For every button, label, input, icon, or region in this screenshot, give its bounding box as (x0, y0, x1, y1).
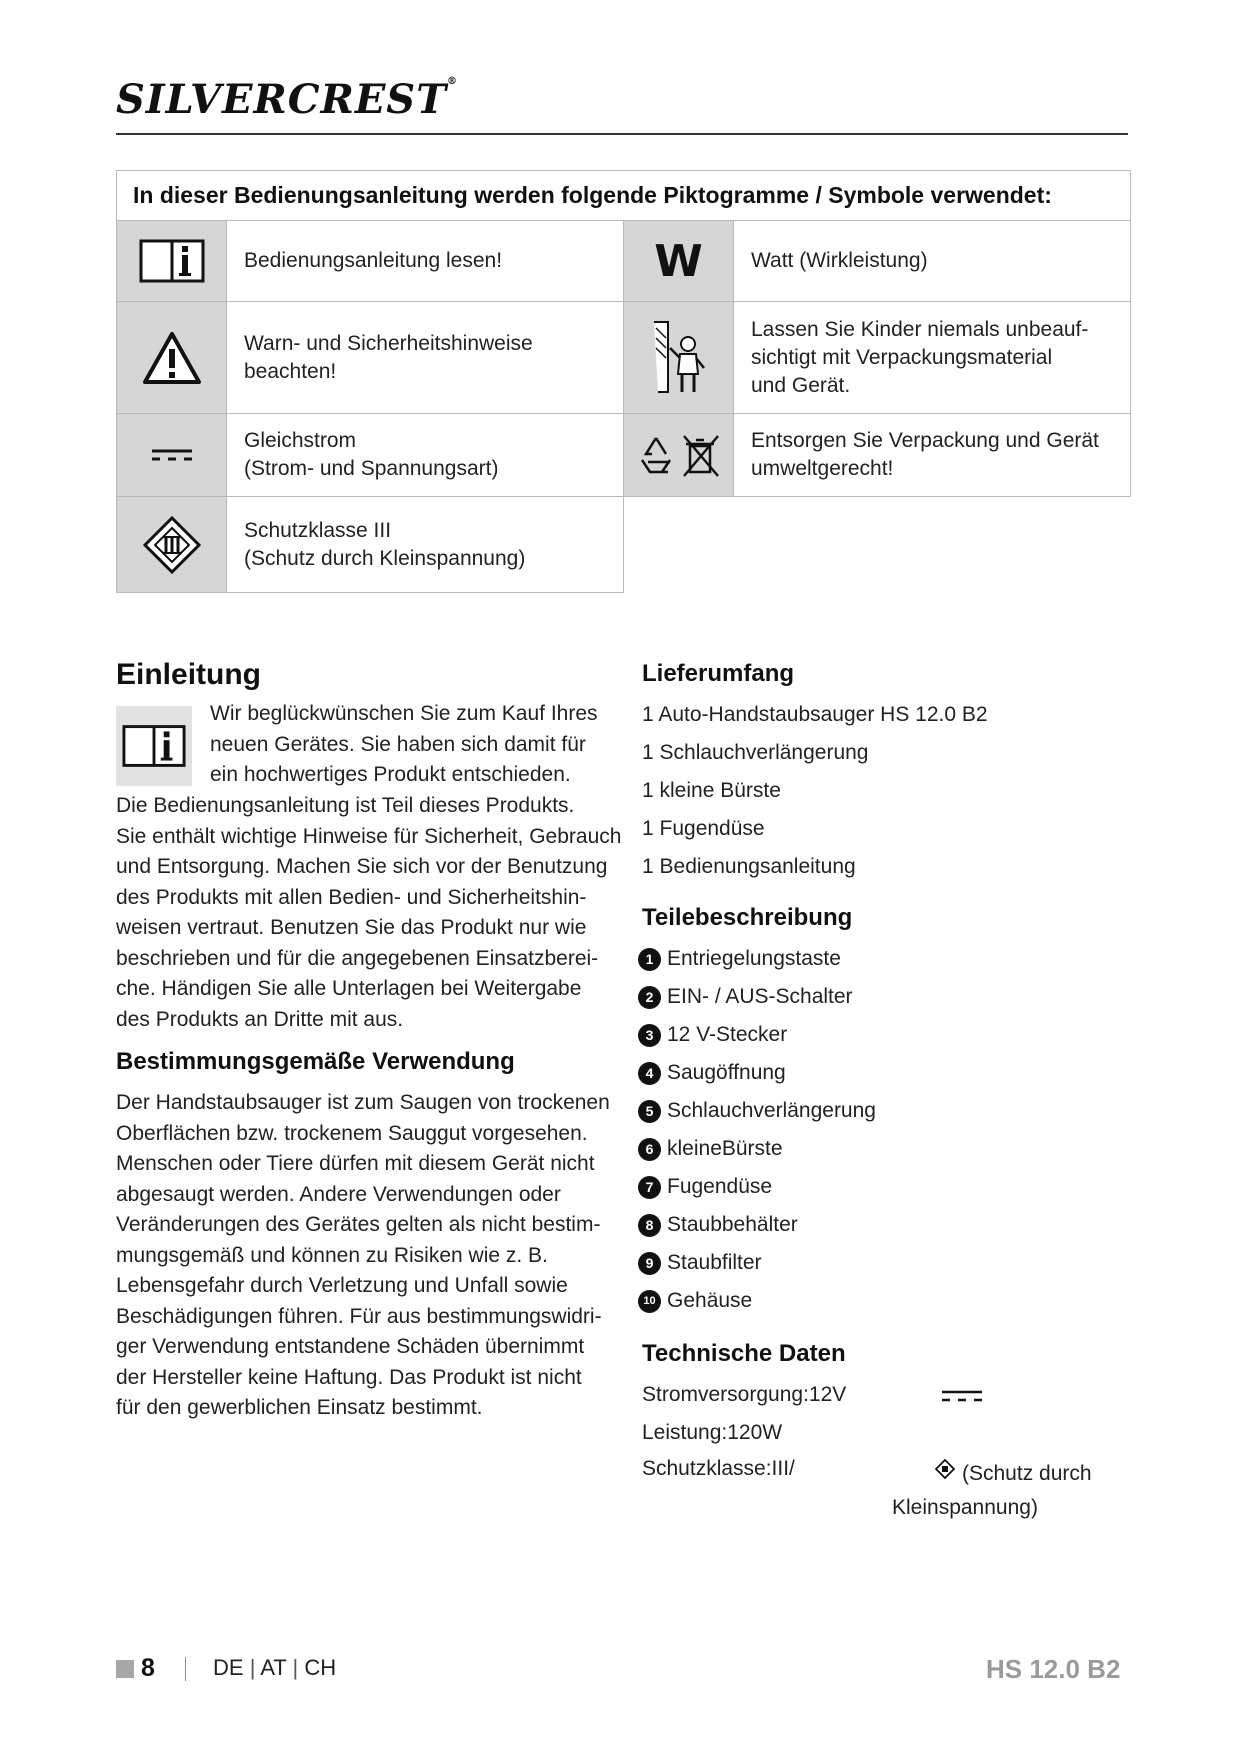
protection-class-iii-icon (935, 1459, 955, 1484)
list-item (638, 1092, 876, 1130)
spec-schutz-note: Kleinspannung) (892, 1496, 1038, 1519)
text-line: beschrieben und für die angegebenen Einsatzberei- (116, 946, 599, 970)
part-number-badge: 1 (638, 948, 661, 971)
text-line: der Hersteller keine Haftung. Das Produkt ist nicht (116, 1365, 582, 1389)
manual-info-icon (116, 706, 192, 786)
part-label: 12 V-Stecker (667, 1023, 788, 1046)
text-line: des Produkts an Dritte mit aus. (116, 1007, 404, 1031)
warning-triangle-icon (116, 301, 227, 414)
part-number-badge: 10 (638, 1290, 661, 1313)
text-line: Wir beglückwünschen Sie zum Kauf Ihres (210, 702, 598, 725)
pictogram-table (116, 170, 1131, 593)
list-item (638, 1054, 876, 1092)
part-number-badge: 8 (638, 1214, 661, 1237)
pictogram-text: Schutzklasse III (Schutz durch Kleinspannung) (244, 518, 526, 570)
list-item: 1 Bedienungsanleitung (642, 855, 856, 878)
list-item (638, 1016, 876, 1054)
text-line: Beschädigungen führen. Für aus bestimmungswidri- (116, 1304, 602, 1328)
pictogram-text: Bedienungsanleitung lesen! (244, 249, 503, 272)
footer-marker (116, 1660, 134, 1678)
list-item (638, 1206, 876, 1244)
list-item (638, 978, 876, 1016)
child-packaging-warning-icon (623, 301, 734, 414)
country-code: CH (304, 1655, 337, 1680)
text-line: Menschen oder Tiere dürfen mit diesem Gerät nicht (116, 1152, 595, 1175)
list-item: 1 Auto-Handstaubsauger HS 12.0 B2 (642, 703, 988, 726)
model-name: HS 12.0 B2 (986, 1654, 1121, 1684)
text-line: Die Bedienungsanleitung ist Teil dieses Produkts. (116, 794, 575, 817)
pictogram-text: Watt (Wirkleistung) (751, 249, 928, 272)
text-line: neuen Gerätes. Sie haben sich damit für (210, 732, 586, 756)
part-label: EIN- / AUS-Schalter (667, 985, 853, 1008)
part-number-badge: 4 (638, 1062, 661, 1085)
text-line: Lebensgefahr durch Verletzung und Unfall sowie (116, 1274, 568, 1297)
teile-list (638, 940, 876, 1320)
text-line: für den gewerblichen Einsatz bestimmt. (116, 1396, 483, 1419)
part-number-badge: 9 (638, 1252, 661, 1275)
watt-symbol: W (654, 235, 703, 287)
country-code: AT (260, 1655, 287, 1680)
text-line: che. Händigen Sie alle Unterlagen bei Weitergabe (116, 977, 582, 1000)
list-item (638, 940, 876, 978)
text-line: ein hochwertiges Produkt entschieden. (210, 763, 571, 786)
einleitung-title: Einleitung (116, 658, 261, 691)
verwendung-title: Bestimmungsgemäße Verwendung (116, 1048, 515, 1075)
text-line: weisen vertraut. Benutzen Sie das Produkt nur wie (116, 916, 587, 939)
direct-current-icon (941, 1389, 983, 1408)
part-label: Schlauchverlängerung (667, 1099, 876, 1122)
pictogram-table-header: In dieser Bedienungsanleitung werden folgende Piktogramme / Symbole verwendet: (116, 170, 1131, 221)
part-number-badge: 3 (638, 1024, 661, 1047)
direct-current-icon (116, 413, 227, 497)
pictogram-text: Gleichstrom (Strom- und Spannungsart) (244, 429, 499, 480)
list-item: 1 Schlauchverlängerung (642, 741, 869, 764)
watt-w-icon (623, 220, 734, 302)
part-number-badge: 6 (638, 1138, 661, 1161)
part-label: kleineBürste (667, 1137, 783, 1160)
text-line: Oberflächen bzw. trockenem Sauggut vorgesehen. (116, 1121, 588, 1145)
brand-name: SILVERCREST (116, 76, 447, 123)
pictogram-text: Lassen Sie Kinder niemals unbeauf- sichtigt mit Verpackungsmaterial und Gerät. (751, 317, 1089, 397)
part-number-badge: 7 (638, 1176, 661, 1199)
part-label: Gehäuse (667, 1289, 753, 1312)
list-item: 1 kleine Bürste (642, 779, 781, 802)
verwendung-body (116, 1088, 610, 1424)
part-number-badge: 5 (638, 1100, 661, 1123)
text-line: Sie enthält wichtige Hinweise für Sicherheit, Gebrauch (116, 824, 622, 848)
text-line: und Entsorgung. Machen Sie sich vor der Benutzung (116, 855, 608, 878)
part-label: Saugöffnung (667, 1061, 786, 1084)
text-line: Veränderungen des Gerätes gelten als nicht bestim- (116, 1213, 601, 1236)
list-item (638, 1282, 876, 1320)
text-line: abgesaugt werden. Andere Verwendungen oder (116, 1182, 561, 1206)
text-line: ger Verwendung entstandene Schäden übernimmt (116, 1335, 585, 1358)
einleitung-intro (210, 699, 598, 791)
footer-divider (185, 1657, 186, 1681)
spec-schutz-note: (Schutz durch (962, 1462, 1092, 1485)
part-label: Entriegelungstaste (667, 947, 841, 970)
country-code: DE (213, 1655, 244, 1680)
einleitung-body (116, 791, 621, 1035)
pictogram-text: Entsorgen Sie Verpackung und Gerät umweltgerecht! (751, 429, 1099, 480)
text-line: des Produkts mit allen Bedien- und Sicherheitshin- (116, 885, 587, 909)
lieferumfang-list (642, 696, 988, 886)
text-line: Der Handstaubsauger ist zum Saugen von trockenen (116, 1091, 610, 1114)
part-label: Staubbehälter (667, 1213, 798, 1236)
spec-schutzklasse: Schutzklasse:III/ (642, 1457, 795, 1480)
list-item (638, 1168, 876, 1206)
brand-logo (116, 76, 458, 123)
protection-class-iii-icon (116, 496, 227, 593)
spec-leistung: Leistung:120W (642, 1421, 783, 1444)
registered-mark: ® (446, 76, 458, 87)
page-number: 8 (141, 1654, 155, 1682)
text-line: mungsgemäß und können zu Risiken wie z. B. (116, 1243, 548, 1267)
list-item (638, 1244, 876, 1282)
list-item (638, 1130, 876, 1168)
list-item: 1 Fugendüse (642, 817, 765, 840)
pictogram-text: Warn- und Sicherheitshinweise beachten! (244, 331, 533, 383)
manual-info-icon (116, 220, 227, 302)
country-codes: DE | AT | CH (213, 1655, 337, 1680)
recycle-disposal-icon (623, 413, 734, 497)
spec-stromversorgung: Stromversorgung:12V (642, 1383, 847, 1406)
part-label: Staubfilter (667, 1251, 762, 1274)
part-label: Fugendüse (667, 1175, 773, 1198)
technik-title: Technische Daten (642, 1340, 846, 1367)
teile-title: Teilebeschreibung (642, 904, 853, 931)
part-number-badge: 2 (638, 986, 661, 1009)
header-rule (116, 133, 1128, 135)
lieferumfang-title: Lieferumfang (642, 660, 795, 687)
